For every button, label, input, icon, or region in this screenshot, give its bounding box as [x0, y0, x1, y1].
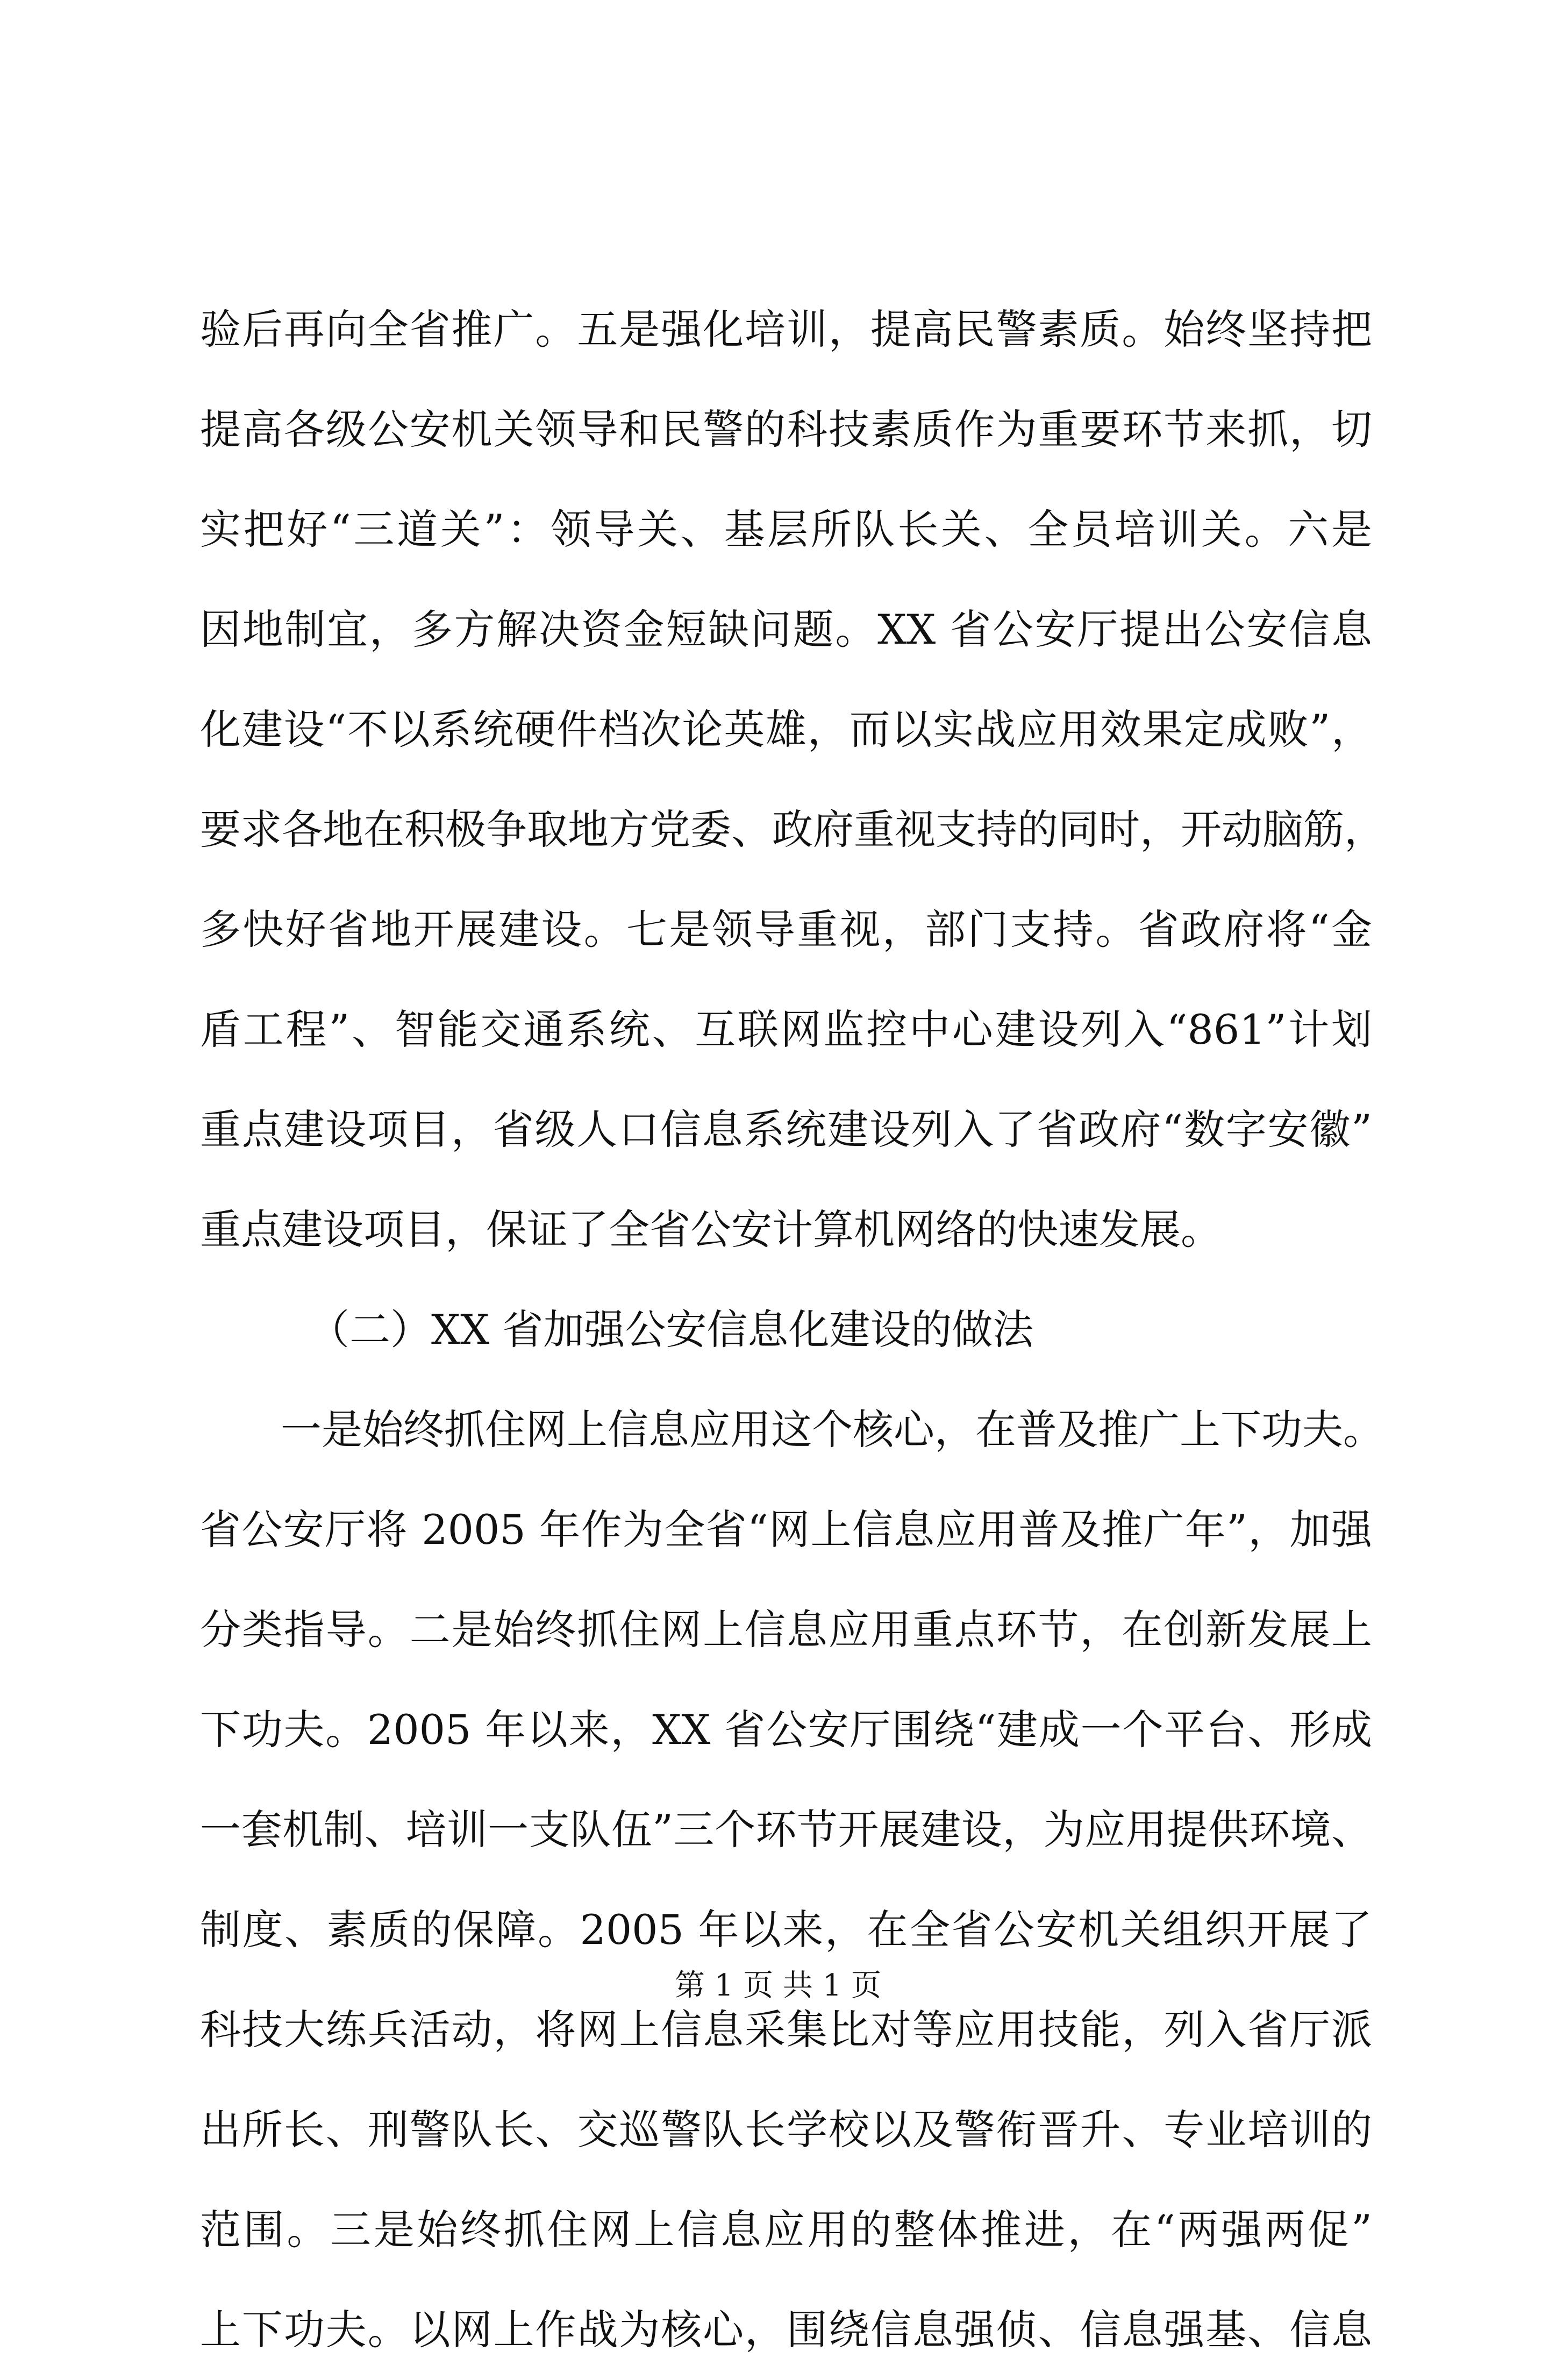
- paragraph-line: 要求各地在积极争取地方党委、政府重视支持的同时，开动脑筋，: [200, 806, 1385, 853]
- paragraph-line: 范围。三是始终抓住网上信息应用的整体推进，在“两强两促”: [200, 2206, 1372, 2254]
- paragraph-line: 科技大练兵活动，将网上信息采集比对等应用技能，列入省厅派: [200, 2006, 1372, 2054]
- paragraph-line: 分类指导。二是始终抓住网上信息应用重点环节，在创新发展上: [200, 1606, 1372, 1654]
- paragraph-line: 重点建设项目，省级人口信息系统建设列入了省政府“数字安徽”: [200, 1106, 1372, 1153]
- paragraph-line: 实把好“三道关”：领导关、基层所队长关、全员培训关。六是: [200, 505, 1372, 553]
- paragraph-line: 重点建设项目，保证了全省公安计算机网络的快速发展。: [200, 1206, 1222, 1253]
- paragraph-line: 提高各级公安机关领导和民警的科技素质作为重要环节来抓，切: [200, 405, 1372, 453]
- paragraph-line: 盾工程”、智能交通系统、互联网监控中心建设列入“861”计划: [200, 1006, 1372, 1053]
- paragraph-line: 验后再向全省推广。五是强化培训，提高民警素质。始终坚持把: [200, 305, 1372, 353]
- paragraph-line: 出所长、刑警队长、交巡警队长学校以及警衔晋升、专业培训的: [200, 2106, 1372, 2154]
- paragraph-line: 一套机制、培训一支队伍”三个环节开展建设，为应用提供环境、: [200, 1806, 1372, 1854]
- page-number-footer: 第 1 页 共 1 页: [674, 1968, 882, 2003]
- paragraph-line: 一是始终抓住网上信息应用这个核心，在普及推广上下功夫。: [281, 1406, 1384, 1453]
- paragraph-line: 省公安厅将 2005 年作为全省“网上信息应用普及推广年”，加强: [200, 1506, 1372, 1554]
- paragraph-line: 制度、素质的保障。2005 年以来，在全省公安机关组织开展了: [200, 1906, 1372, 1954]
- paragraph-line: 因地制宜，多方解决资金短缺问题。XX 省公安厅提出公安信息: [200, 605, 1372, 653]
- paragraph-line: 上下功夫。以网上作战为核心，围绕信息强侦、信息强基、信息: [200, 2306, 1372, 2354]
- document-body: [200, 280, 1385, 2380]
- paragraph-line: 多快好省地开展建设。七是领导重视，部门支持。省政府将“金: [200, 906, 1372, 953]
- paragraph-line: 下功夫。2005 年以来，XX 省公安厅围绕“建成一个平台、形成: [200, 1706, 1372, 1754]
- paragraph-line: 化建设“不以系统硬件档次论英雄，而以实战应用效果定成败”，: [200, 706, 1372, 753]
- section-heading: （二）XX 省加强公安信息化建设的做法: [309, 1306, 1034, 1353]
